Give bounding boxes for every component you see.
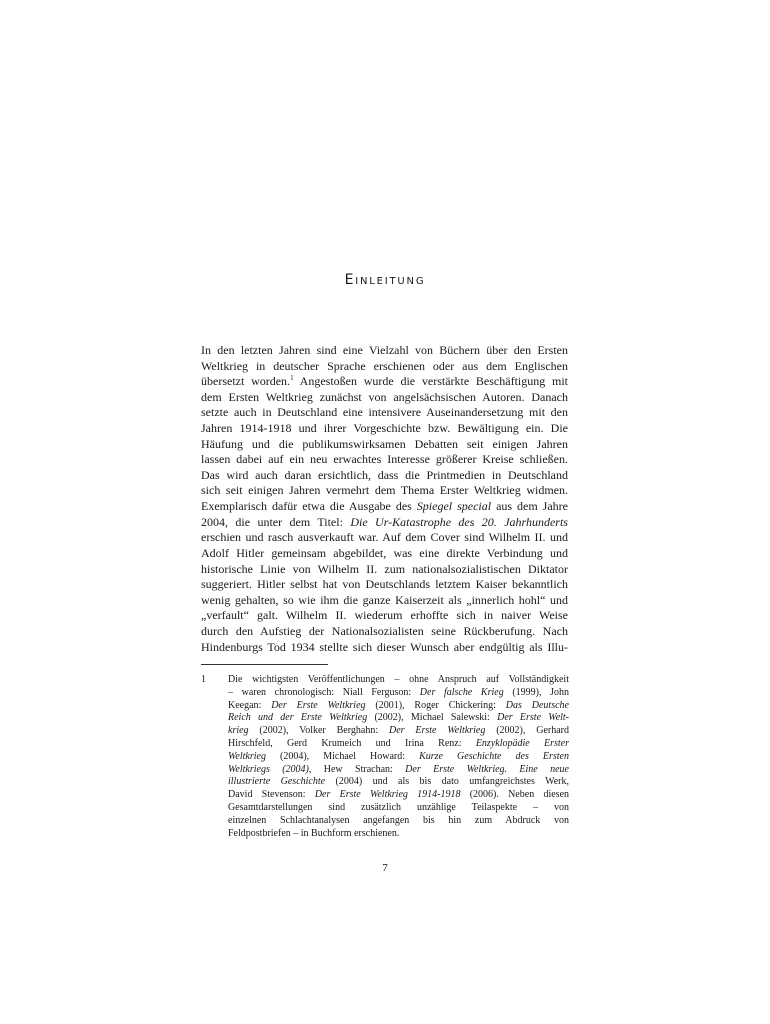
book-title: Der Erste Weltkrieg [388,725,486,737]
footnote-line [228,776,569,789]
footnote-span: David Stevenson: [228,789,315,801]
body-line [201,515,568,531]
body-text-span: aus dem Jahre [491,499,568,514]
body-line: Hindenburgs Tod 1934 stellte sich dieser Wunsch aber endgültig als Illu- [201,639,568,654]
chapter-heading: Einleitung [344,272,426,288]
footnote-span: Keegan: [228,699,272,711]
book-title: Das Deutsche [505,699,569,711]
book-title: Weltkriegs (2004) [228,763,309,775]
body-text-span: 2004, die unter dem Titel: [201,514,351,529]
footnote-line [228,738,569,751]
footnote-line [228,764,569,777]
body-line: Jahren 1914-1918 und ihrer Vorgeschichte bzw. Bewältigung ein. Die [201,421,568,436]
issue-title: Die Ur-Katastrophe des 20. Jahrhunderts [350,514,568,529]
body-line: lassen dabei auf ein neu erwachtes Interesse größerer Kreise schließen. [201,452,568,467]
body-line: historische Linie von Wilhelm II. zum nationalsozialistischen Diktator [201,561,568,576]
book-title: Der Erste Weltkrieg 1914-1918 [314,789,461,801]
footnote-line [228,751,569,764]
footnote-span: (2002), Volker Berghahn: [248,725,389,737]
book-title: Der Erste Weltkrieg [271,699,366,711]
body-line: setzte auch in Deutschland eine intensivere Auseinandersetzung mit den [201,405,568,420]
footnote-span: (2002), Michael Salewski: [367,712,498,724]
footnote-line: Gesamtdarstellungen sind zusätzlich unzählige Teilaspekte – von [228,801,569,813]
book-title: Der Erste Welt- [497,712,570,724]
book-title: Weltkrieg [228,750,266,762]
footnote-span: (1999), John [503,686,569,698]
footnote-line: Feldpostbriefen – in Buchform erschienen. [228,827,400,839]
body-line: „verfault“ galt. Wilhelm II. wiederum erhoffte sich in naiver Weise [201,608,568,623]
footnote-span: Hirschfeld, Gerd Krumeich und Irina Renz: [228,737,476,749]
body-line: durch den Aufstieg der Nationalsozialisten seine Rückberufung. Nach [201,623,568,638]
body-text-span: übersetzt worden. [201,374,291,389]
footnote-line [228,789,569,802]
book-title: Reich und der Erste Weltkrieg [228,712,368,724]
book-title: krieg [228,725,249,737]
footnote-line [228,725,569,738]
book-title: Kurze Geschichte des Ersten [419,750,569,762]
book-title: illustrierte Geschichte [228,776,326,788]
body-line: sich seit einigen Jahren vermehrt dem Thema Erster Weltkrieg widmen. [201,483,568,498]
footnote-line [228,712,569,725]
body-line: erschien und rasch ausverkauft war. Auf dem Cover sind Wilhelm II. und [201,530,568,545]
body-line: suggeriert. Hitler selbst hat von Deutschlands letztem Kaiser bekanntlich [201,577,568,592]
body-line: Adolf Hitler gemeinsam abgebildet, was eine direkte Verbindung und [201,545,568,560]
footnote-line: Die wichtigsten Veröffentlichungen – ohne Anspruch auf Vollständigkeit [228,674,569,685]
footnote-text [228,674,569,840]
footnote-span: (2001), Roger Chickering: [365,699,506,711]
body-line: wenig gehalten, so wie ihm die ganze Kaiserzeit als „innerlich hohl“ und [201,592,568,607]
body-line [201,499,568,515]
book-title: Enzyklopädie Erster [475,737,570,749]
page-number: 7 [382,862,388,874]
footnote-reference[interactable]: 1 [290,374,294,383]
book-title: Der falsche Krieg [419,686,504,698]
footnote-span: (2002), Gerhard [485,725,569,737]
body-line: In den letzten Jahren sind eine Vielzahl von Büchern über den Ersten [201,343,568,357]
footnote-line: einzelnen Schlachtanalysen angefangen bis hin zum Abdruck von [228,814,569,826]
footnote-line [228,700,569,713]
body-text-span: Exemplarisch dafür etwa die Ausgabe des [201,499,417,514]
body-line: Das wird auch daran ersichtlich, dass die Printmedien in Deutschland [201,467,568,482]
body-text-span: Angestoßen wurde die verstärkte Beschäftigung mit [293,374,568,389]
body-line: Weltkrieg in deutscher Sprache erschienen oder aus dem Englischen [201,358,568,373]
body-line: dem Ersten Weltkrieg zunächst von angelsächsischen Autoren. Danach [201,389,568,404]
footnote-line [228,687,569,700]
footnote-span: (2004) und als bis dato umfangreichstes Werk, [325,776,569,788]
footnote-span: – waren chronologisch: Niall Ferguson: [228,686,420,698]
footnote-span: (2004), Michael Howard: [265,750,420,762]
body-line [201,374,568,390]
body-paragraph [201,343,568,655]
book-title: Der Erste Weltkrieg. Eine neue [405,763,569,775]
magazine-title: Spiegel special [416,499,492,514]
footnote-span: (2006). Neben diesen [460,789,570,801]
footnote-divider [201,664,328,665]
footnote-span: , Hew Strachan: [308,763,406,775]
body-line: Häufung und die publikumswirksamen Debatten seit einigen Jahren [201,436,568,451]
footnote-number: 1 [201,674,206,685]
